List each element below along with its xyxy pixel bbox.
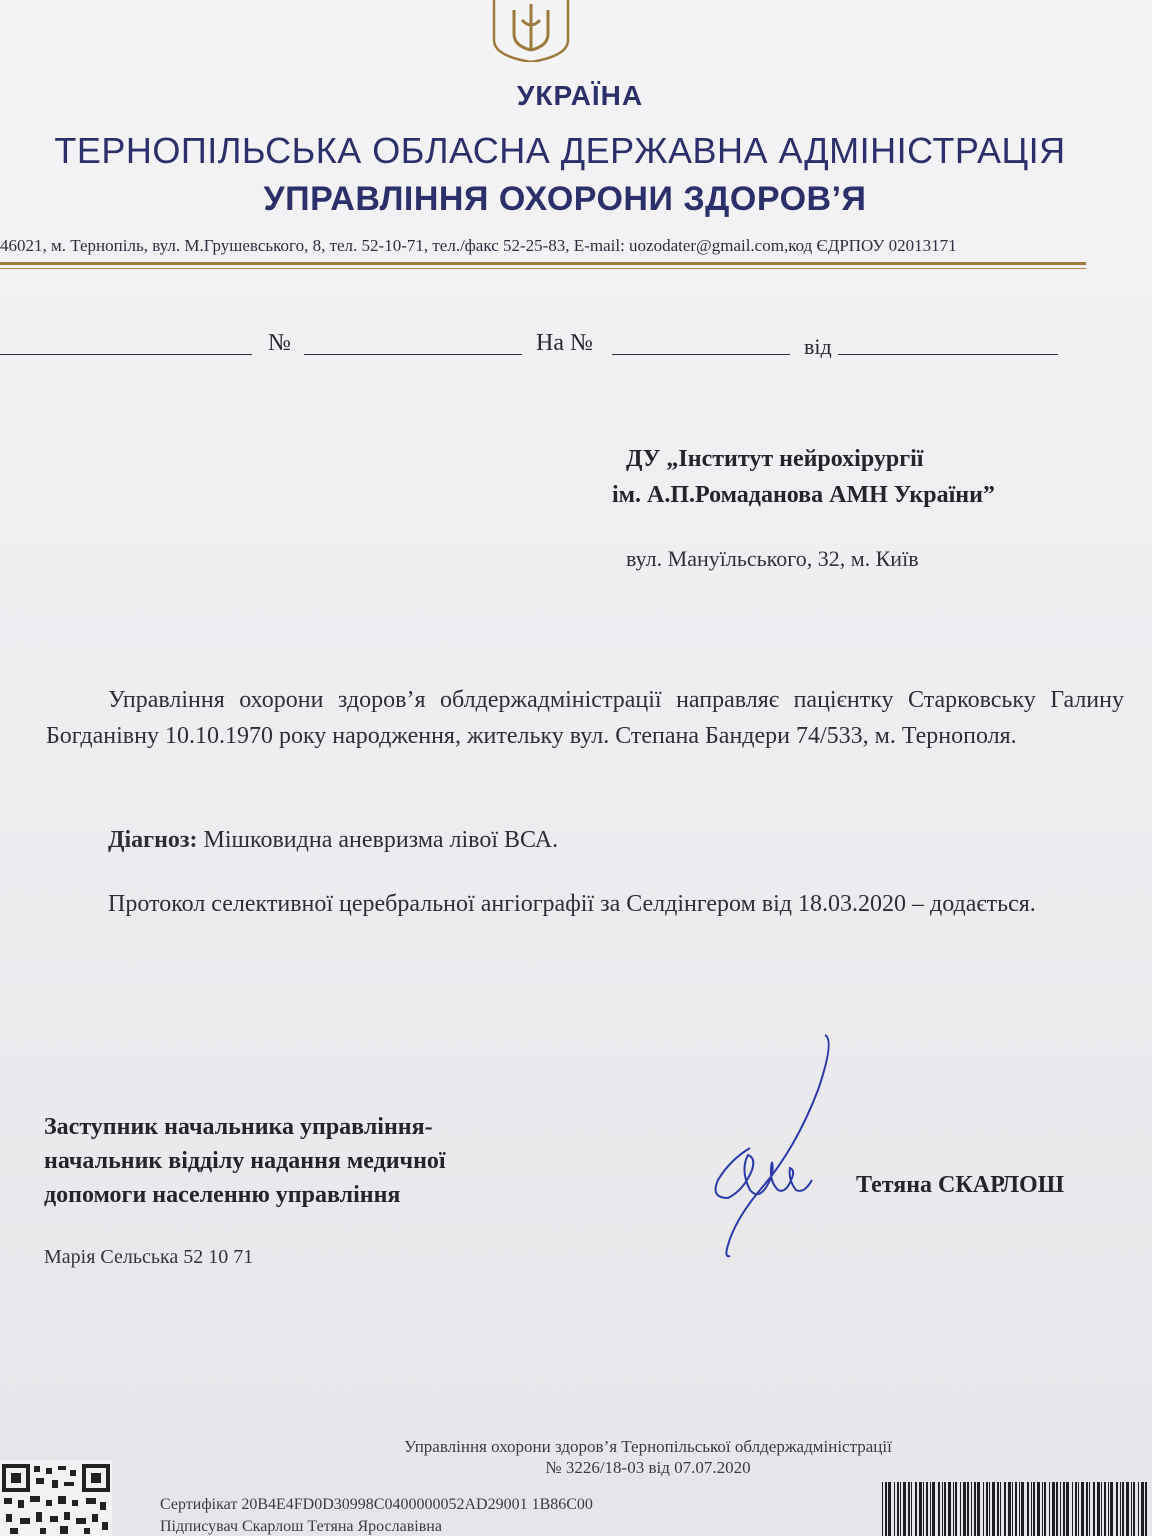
barcode-bar — [944, 1482, 946, 1536]
barcode-bar — [1122, 1482, 1124, 1536]
signer-line: Підписувач Скарлош Тетяна Ярославівна — [160, 1518, 442, 1535]
position-line: начальник відділу надання медичної — [44, 1148, 446, 1174]
recipient-name-line1: ДУ „Інститут нейрохірургії — [626, 446, 924, 472]
position-line: Заступник начальника управління- — [44, 1114, 433, 1140]
barcode-bar — [1037, 1482, 1040, 1536]
from-blank — [838, 354, 1058, 355]
barcode-bar — [989, 1482, 990, 1536]
barcode-bar — [1078, 1482, 1079, 1536]
barcode-bar — [1093, 1482, 1095, 1536]
barcode-bar — [897, 1482, 899, 1536]
barcode-bar — [888, 1482, 891, 1536]
barcode-bar — [948, 1482, 951, 1536]
barcode-bar — [971, 1482, 972, 1536]
barcode-bar — [1021, 1482, 1024, 1536]
barcode-bar — [1145, 1482, 1147, 1536]
barcode-bar — [955, 1482, 957, 1536]
barcode-bar — [923, 1482, 924, 1536]
in-reply-blank — [612, 354, 790, 355]
diagnosis-paragraph — [46, 822, 1124, 858]
barcode-bar — [911, 1482, 912, 1536]
barcode-bar — [915, 1482, 917, 1536]
barcode-bar — [1033, 1482, 1035, 1536]
barcode-bar — [1097, 1482, 1100, 1536]
barcode-bar — [963, 1482, 966, 1536]
barcode-bar — [938, 1482, 940, 1536]
barcode-bar — [992, 1482, 995, 1536]
barcode-bar — [1056, 1482, 1058, 1536]
barcode-bar — [1116, 1482, 1118, 1536]
barcode-bar — [1000, 1482, 1001, 1536]
barcode-bar — [942, 1482, 943, 1536]
position-line: допомоги населенню управління — [44, 1182, 401, 1208]
barcode-bar — [1063, 1482, 1065, 1536]
barcode-bar — [960, 1482, 961, 1536]
barcode-bar — [1101, 1482, 1102, 1536]
barcode-icon — [880, 1478, 1152, 1536]
number-blank — [304, 354, 522, 355]
handwritten-signature — [700, 1030, 840, 1260]
diagnosis-label: Діагноз: — [108, 827, 198, 853]
barcode-bar — [1066, 1482, 1069, 1536]
recipient-address: вул. Мануїльського, 32, м. Київ — [626, 546, 919, 571]
barcode-bar — [997, 1482, 999, 1536]
barcode-bar — [1049, 1482, 1050, 1536]
barcode-bar — [1027, 1482, 1029, 1536]
administration-heading: ТЕРНОПІЛЬСЬКА ОБЛАСНА ДЕРЖАВНА АДМІНІСТРАЦІЯ — [54, 130, 1066, 171]
attachment-paragraph: Протокол селективної церебральної ангіографії за Селдінгером від 18.03.2020 – додається. — [108, 891, 1036, 917]
barcode-bar — [1031, 1482, 1032, 1536]
barcode-bar — [974, 1482, 976, 1536]
header-divider-thin — [0, 268, 1086, 269]
barcode-bar — [1141, 1482, 1144, 1536]
barcode-bar — [1052, 1482, 1055, 1536]
barcode-bar — [926, 1482, 928, 1536]
barcode-bar — [1081, 1482, 1084, 1536]
barcode-bar — [1126, 1482, 1129, 1536]
barcode-bar — [1138, 1482, 1139, 1536]
barcode-bar — [882, 1482, 883, 1536]
barcode-bar — [967, 1482, 969, 1536]
registration-office: Управління охорони здоров’я Тернопільської облдержадміністрації — [404, 1437, 892, 1456]
barcode-bar — [1012, 1482, 1013, 1536]
contact-address: 46021, м. Тернопіль, вул. М.Грушевського, 8, тел. 52-10-71, тел./факс 52-25-83, E-mail: uozodater@gmail.com,код ЄДРПОУ 02013171 — [0, 236, 957, 255]
barcode-bar — [1060, 1482, 1061, 1536]
country-heading: УКРАЇНА — [516, 80, 644, 111]
department-heading: УПРАВЛІННЯ ОХОРОНИ ЗДОРОВ’Я — [263, 180, 867, 218]
from-label: від — [804, 334, 832, 359]
date-blank — [0, 354, 252, 355]
barcode-bar — [1086, 1482, 1088, 1536]
barcode-bar — [919, 1482, 922, 1536]
barcode-bar — [977, 1482, 980, 1536]
barcode-bar — [894, 1482, 895, 1536]
barcode-bar — [1044, 1482, 1046, 1536]
barcode-bar — [1089, 1482, 1090, 1536]
certificate-line: Сертифікат 20B4E4FD0D30998C0400000052AD29001 1B86C00 — [160, 1496, 593, 1513]
barcode-bar — [1015, 1482, 1017, 1536]
executor-contact: Марія Сельська 52 10 71 — [44, 1246, 254, 1268]
recipient-name-line2: ім. А.П.Ромаданова АМН України” — [612, 482, 995, 508]
signatory-position — [44, 1110, 446, 1212]
barcode-bar — [986, 1482, 988, 1536]
barcode-bar — [908, 1482, 910, 1536]
in-reply-label: На № — [536, 330, 593, 356]
barcode-bar — [1133, 1482, 1135, 1536]
barcode-bar — [1075, 1482, 1077, 1536]
coat-of-arms-icon — [488, 0, 574, 62]
barcode-bar — [1120, 1482, 1121, 1536]
barcode-bar — [930, 1482, 931, 1536]
barcode-bar — [1110, 1482, 1113, 1536]
barcode-bar — [983, 1482, 984, 1536]
barcode-bar — [932, 1482, 935, 1536]
signatory-name: Тетяна СКАРЛОШ — [856, 1172, 1065, 1198]
number-label: № — [268, 330, 291, 356]
diagnosis-text: Мішковидна аневризма лівої ВСА. — [197, 827, 559, 853]
barcode-bar — [953, 1482, 954, 1536]
barcode-bar — [1004, 1482, 1006, 1536]
barcode-bar — [1019, 1482, 1020, 1536]
barcode-bar — [900, 1482, 901, 1536]
barcode-bar — [1104, 1482, 1106, 1536]
barcode-bar — [1042, 1482, 1043, 1536]
header-divider — [0, 262, 1086, 265]
barcode-bar — [1108, 1482, 1109, 1536]
registration-number: № 3226/18-03 від 07.07.2020 — [545, 1458, 751, 1477]
barcode-bar — [1072, 1482, 1073, 1536]
barcode-bar — [885, 1482, 887, 1536]
barcode-bar — [903, 1482, 906, 1536]
qr-code-icon — [0, 1460, 112, 1536]
barcode-bar — [1131, 1482, 1132, 1536]
barcode-bar — [1008, 1482, 1011, 1536]
referral-paragraph: Управління охорони здоров’я облдержадміністрації направляє пацієнтку Старковську Галину Богданівну 10.10.1970 року народження, жительку вул. Степана Бандери 74/533, м. Тернополя. — [46, 687, 1124, 749]
